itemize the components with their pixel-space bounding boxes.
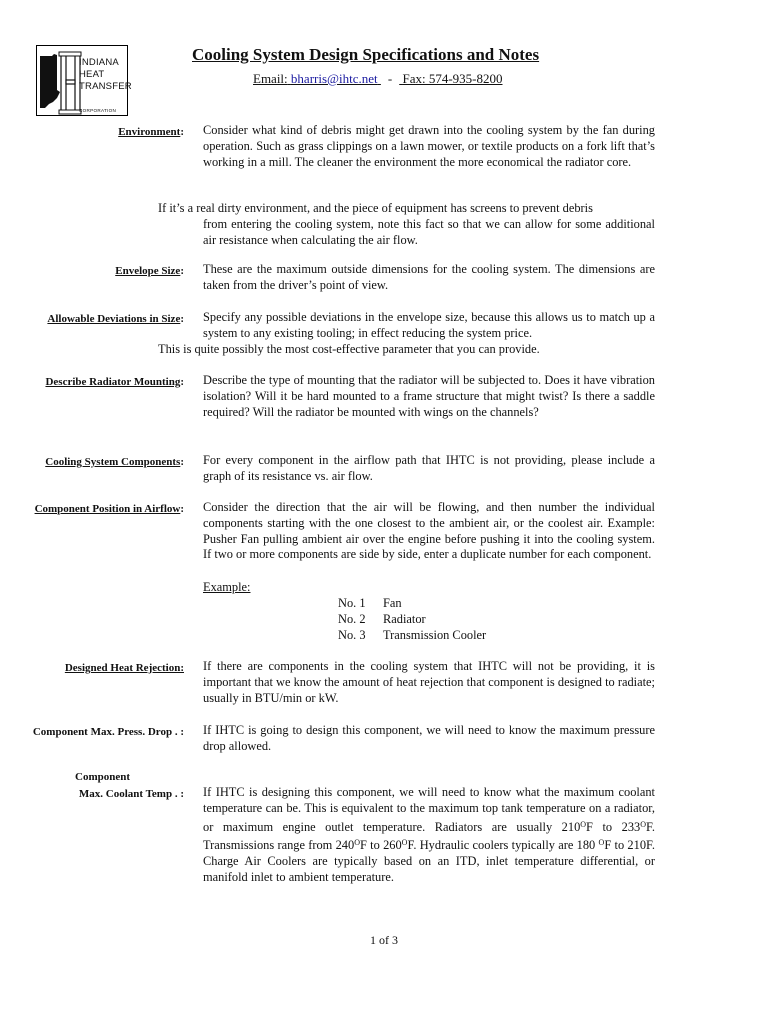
example-label: Example: — [203, 580, 251, 594]
coolant-temp-label-line1: Component — [75, 771, 131, 783]
logo-word-heat: HEAT — [79, 69, 105, 80]
heat-rejection-label: Designed Heat Rejection: — [64, 662, 184, 674]
pressure-drop-text: If IHTC is going to design this component, we will need to know the maximum pressure drop allowed. — [203, 723, 655, 753]
environment-note-first: If it’s a real dirty environment, and the piece of equipment has screens to prevent debris — [158, 201, 593, 215]
deviations-label: Allowable Deviations in Size: — [47, 313, 184, 325]
mounting-label: Describe Radiator Mounting: — [45, 376, 184, 388]
company-logo — [36, 45, 132, 116]
example-number: No. 3 — [338, 628, 366, 642]
heat-rejection-text: If there are components in the cooling system that IHTC will not be providing, it is important that we know the amount of heat rejection that component is designed to radiate; usually in BTU/min or kW. — [203, 659, 655, 705]
degree-symbol: O — [401, 838, 408, 848]
degree-symbol: O — [640, 819, 646, 829]
deviations-note: This is quite possibly the most cost-effective parameter that you can provide. — [158, 342, 540, 356]
page-number: 1 of 3 — [370, 933, 398, 947]
components-text: For every component in the airflow path that IHTC is not providing, please include a graph of its resistance vs. air flow. — [203, 453, 655, 483]
envelope-size-label: Envelope Size: — [115, 265, 184, 277]
document-title: Cooling System Design Specifications and Notes — [192, 45, 540, 64]
degree-symbol: O — [598, 838, 605, 848]
example-component: Radiator — [383, 612, 426, 626]
position-text: Consider the direction that the air will be flowing, and then number the individual components starting with the one closest to the ambient air, or the coolest air. Example: Pusher Fan pulling ambient air over the engine before pushing it into the cooling system. If two or more components are side by side, enter a duplicate number for each component. — [203, 500, 655, 562]
example-component: Fan — [383, 596, 402, 610]
logo-corporation: CORPORATION — [79, 108, 117, 113]
environment-note-rest: from entering the cooling system, note this fact so that we can allow for some additional air resistance when calculating the air flow. — [203, 216, 655, 247]
example-row — [338, 596, 402, 612]
degree-symbol: O — [580, 819, 587, 829]
email-link[interactable]: bharris@ihtc.net — [290, 71, 378, 86]
example-component: Transmission Cooler — [383, 628, 487, 642]
environment-note — [158, 201, 655, 248]
degree-symbol: O — [354, 838, 360, 848]
environment-text: Consider what kind of debris might get drawn into the cooling system by the fan during operation. Such as grass clippings on a lawn mower, or textile products on a fork lift that’s working in a mill. The cleaner the environment the more economical the radiator core. — [203, 123, 655, 169]
example-row — [338, 612, 426, 628]
components-label: Cooling System Components: — [45, 456, 184, 468]
contact-separator: - — [387, 71, 393, 86]
contact-line — [253, 71, 503, 87]
example-number: No. 1 — [338, 596, 366, 610]
coolant-temp-text: If IHTC is designing this component, we will need to know what the maximum coolant temperature can be. This is equivalent to the maximum top tank temperature on a radiator, or maximum engine outlet temperature. Radiators are usually $210^OF$ to $233^OF$. Transmissions range from $240^OF$ to $260^OF$. Hydraulic coolers typically are 180 $^O$F to 210F. Charge Air Coolers are typically based on an ITD, inlet temperature differential, or manifold inlet to ambient temperature. — [203, 785, 656, 884]
mounting-text: Describe the type of mounting that the radiator will be subjected to. Does it have vibration isolation? Will it be hard mounted to a frame structure that might twist? Is there a saddle required? Will the radiator be mounted with wings on the channels? — [203, 373, 655, 419]
fax-number: Fax: 574-935-8200 — [402, 71, 503, 86]
example-row — [338, 628, 486, 644]
deviations-text: Specify any possible deviations in the envelope size, because this allows us to match up a system to any existing tooling; in effect reducing the system price. — [203, 310, 655, 340]
email-label: Email: — [253, 71, 288, 86]
example-number: No. 2 — [338, 612, 366, 626]
coolant-temp-label-line2: Max. Coolant Temp . : — [78, 788, 184, 800]
logo-word-transfer: TRANSFER — [79, 81, 132, 92]
envelope-size-text: These are the maximum outside dimensions for the cooling system. The dimensions are taken from the driver’s point of view. — [203, 262, 655, 292]
logo-word-indiana: INDIANA — [79, 57, 119, 68]
environment-label: Environment: — [118, 126, 184, 138]
pressure-drop-label: Component Max. Press. Drop . : — [32, 726, 184, 738]
position-label: Component Position in Airflow: — [34, 503, 184, 515]
